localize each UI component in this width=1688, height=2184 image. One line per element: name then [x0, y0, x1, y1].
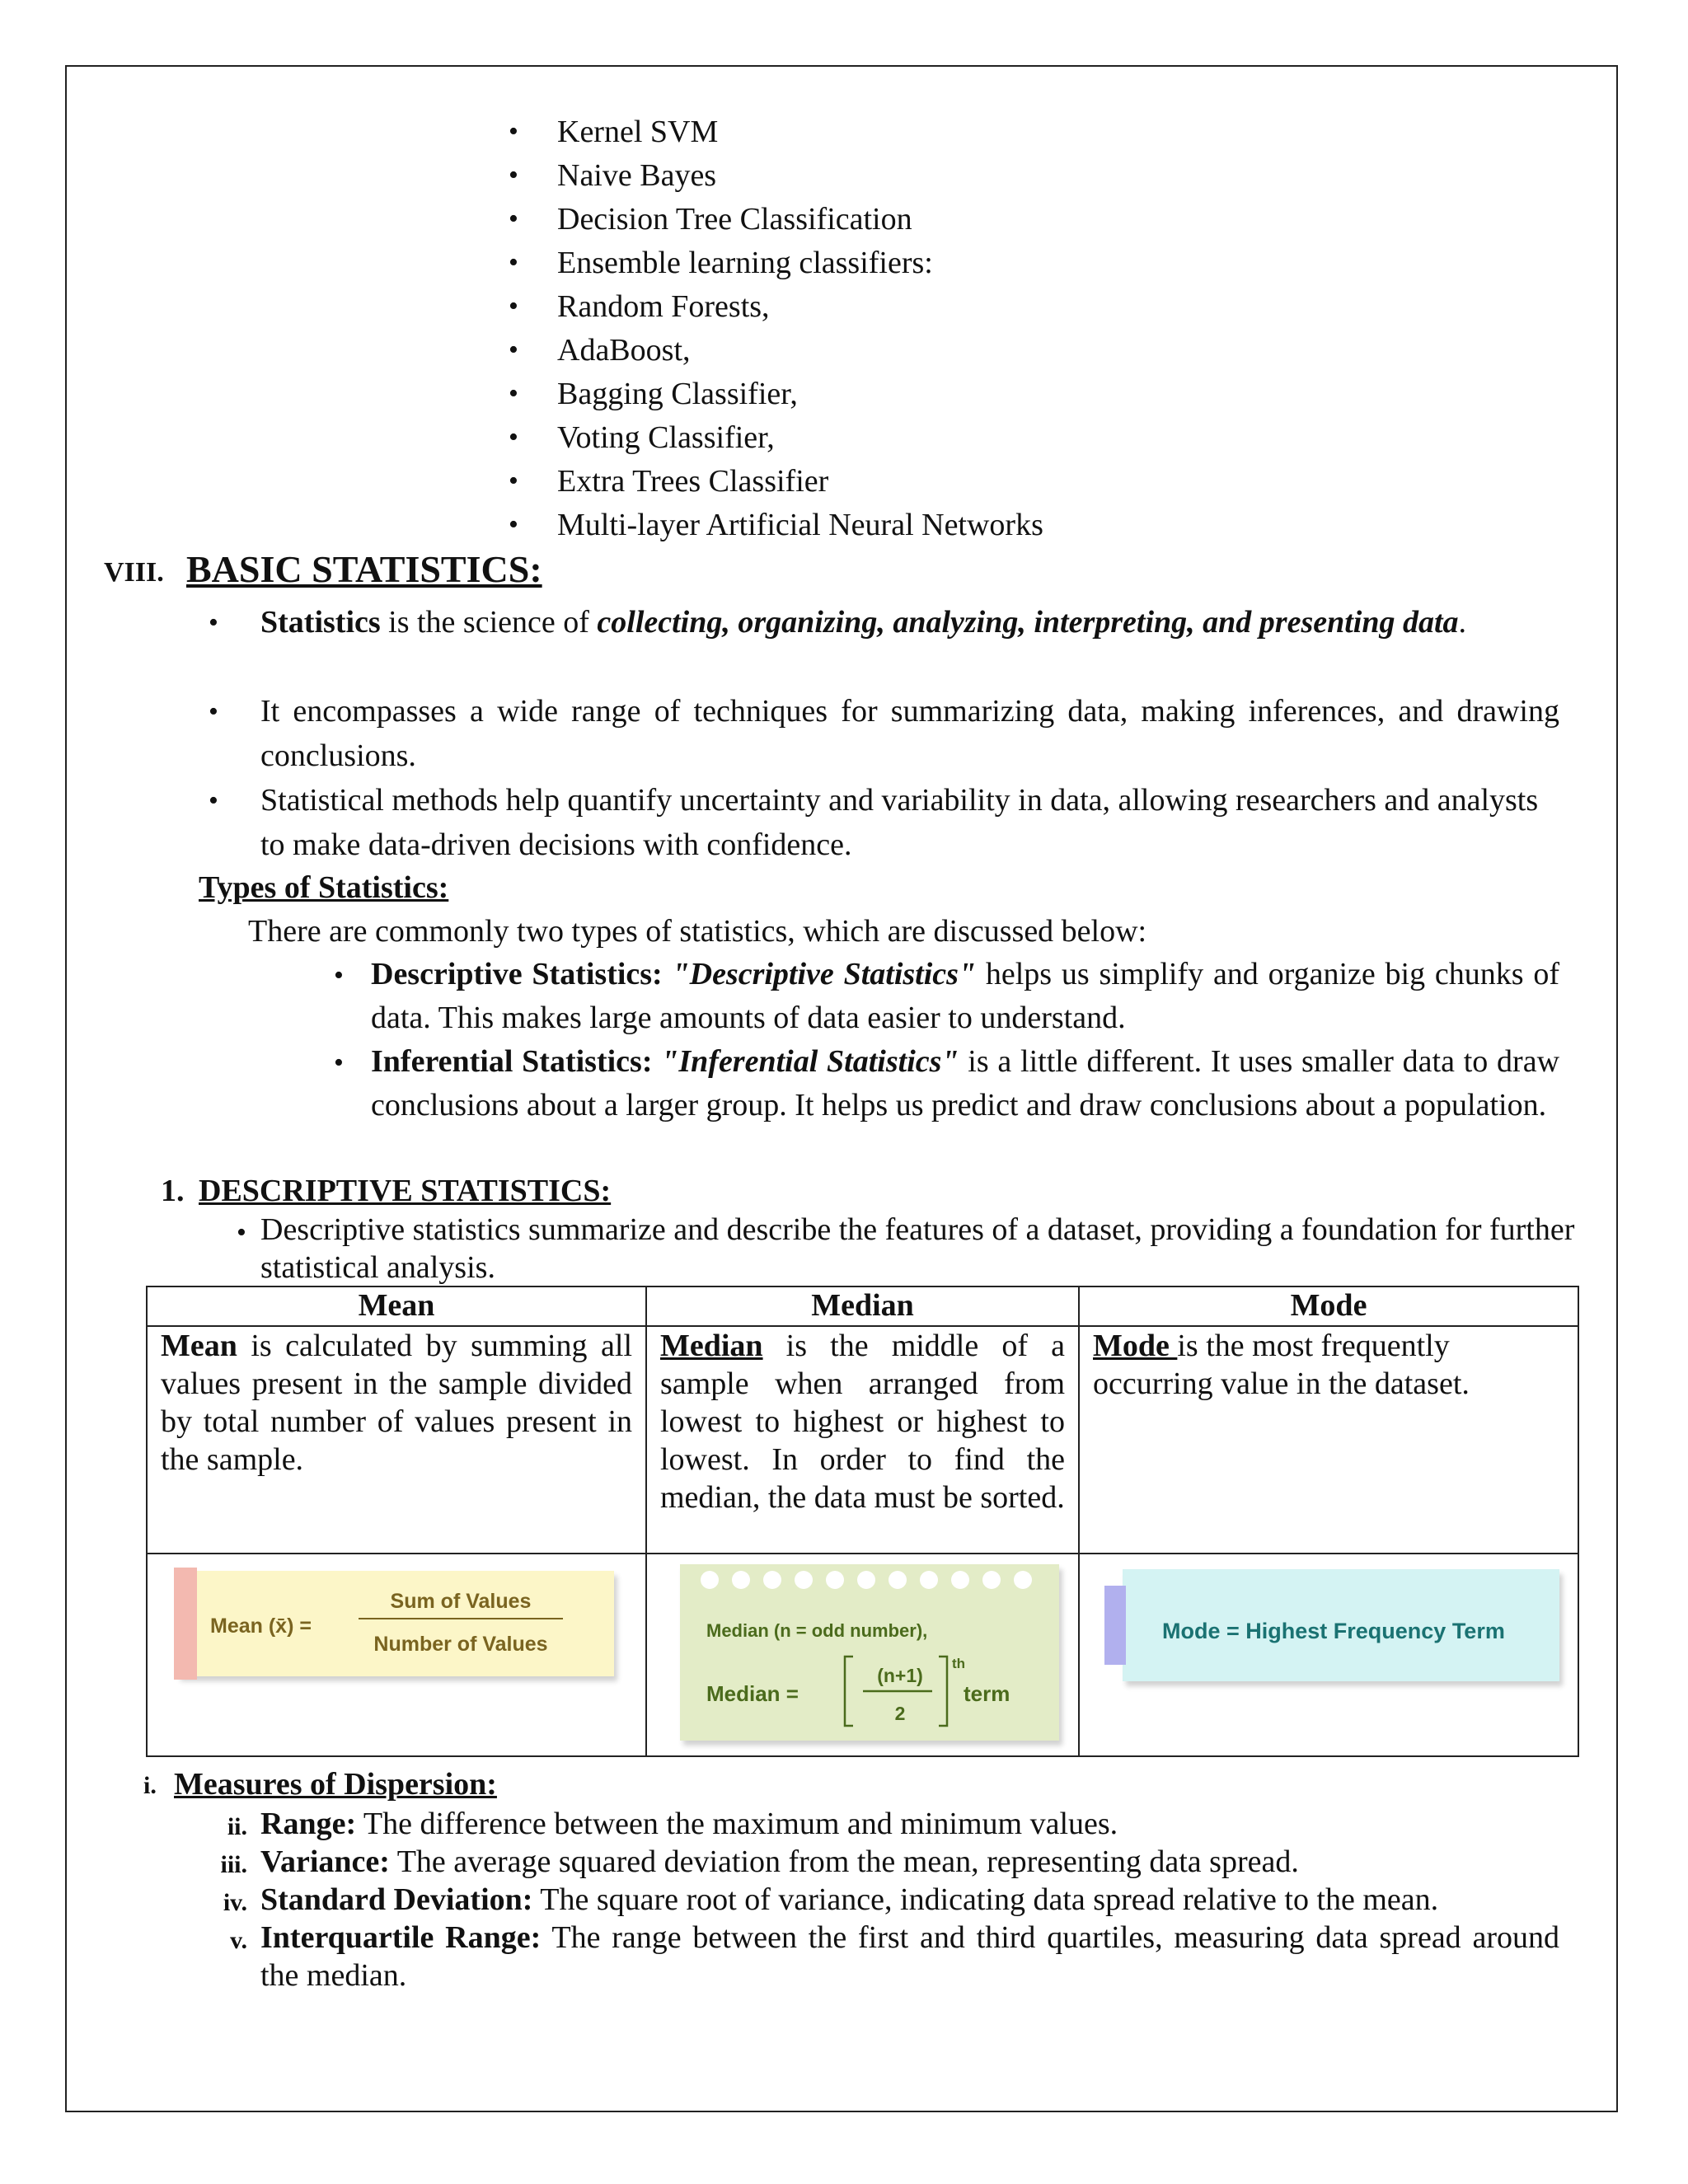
dispersion-iqr [260, 1919, 1559, 1994]
std-label: Standard Deviation: [260, 1882, 533, 1917]
bullet-dot: • [509, 247, 518, 278]
iqr-label: Interquartile Range: [260, 1920, 542, 1955]
subsection-heading: DESCRIPTIVE STATISTICS: [199, 1174, 612, 1208]
median-numerator: (n+1) [877, 1665, 923, 1686]
bullet-dot: • [334, 960, 344, 991]
inferential-text: is a little different. It uses smaller data to draw conclusions about a larger group. It helps us predict and draw conclusions about a population. [371, 1044, 1560, 1122]
subsection-number: 1. [161, 1174, 185, 1208]
list-item: Voting Classifier, [557, 420, 775, 455]
descriptive-type [371, 953, 1559, 1040]
tape-decoration [1104, 1586, 1126, 1665]
notepad-holes-icon [693, 1569, 1048, 1591]
median-rhs: term [964, 1681, 1010, 1706]
range-text: The difference between the maximum and minimum values. [356, 1807, 1118, 1841]
range-label: Range: [260, 1807, 357, 1841]
item-number: iv. [223, 1889, 247, 1916]
descriptive-label: Descriptive Statistics: [371, 957, 663, 991]
bullet-dot: • [509, 160, 518, 190]
bullet-dot: • [509, 335, 518, 365]
types-lead: There are commonly two types of statistics, which are discussed below: [248, 914, 1147, 949]
mode-formula-cell [1079, 1554, 1578, 1756]
list-item: AdaBoost, [557, 333, 691, 368]
list-item: Decision Tree Classification [557, 202, 912, 237]
mean-numerator: Sum of Values [390, 1590, 532, 1613]
variance-text: The average squared deviation from the mean, representing data spread. [389, 1844, 1299, 1879]
bullet-dot: • [209, 785, 218, 816]
descriptive-text: helps us simplify and organize big chunks of data. This makes large amounts of data easier to understand. [371, 957, 1560, 1035]
intro-text: is the science of [380, 605, 598, 640]
emphasis-text: collecting, organizing, analyzing, interpreting, and presenting data [597, 605, 1459, 640]
item-number: ii. [227, 1813, 247, 1840]
section-number: VIII. [104, 557, 164, 588]
descriptive-bullet: Descriptive statistics summarize and describe the features of a dataset, providing a foundation for further statistical analysis. [260, 1212, 1575, 1285]
median-formula-line1: Median (n = odd number), [706, 1620, 928, 1641]
list-item: Bagging Classifier, [557, 377, 798, 411]
header-median: Median [646, 1286, 1079, 1326]
statistics-table [146, 1286, 1579, 1757]
table-header-row [147, 1286, 1578, 1326]
section-title: BASIC STATISTICS: [186, 548, 542, 590]
bullet-dot: • [509, 116, 518, 147]
list-item: Naive Bayes [557, 158, 717, 193]
mode-formula-text: Mode = Highest Frequency Term [1162, 1619, 1505, 1643]
bullet-dot: • [209, 607, 218, 638]
list-item: Multi-layer Artificial Neural Networks [557, 508, 1043, 542]
item-number: v. [230, 1927, 247, 1954]
bullet-dot: • [509, 291, 518, 321]
bullet-dot: • [509, 509, 518, 540]
bullet-dot: • [237, 1217, 246, 1248]
intro-period: . [1458, 605, 1467, 640]
dispersion-variance [260, 1843, 1559, 1881]
list-item: Random Forests, [557, 289, 770, 324]
item-number: iii. [220, 1851, 247, 1878]
mean-formula-cell [147, 1554, 646, 1756]
list-item: Kernel SVM [557, 115, 719, 149]
mean-formula-lhs: Mean (x̄) = [210, 1615, 312, 1638]
median-formula-cell [646, 1554, 1079, 1756]
bullet-dot: • [509, 466, 518, 496]
median-formula-lhs: Median = [706, 1681, 799, 1706]
mean-formula-card [177, 1571, 614, 1676]
mode-text: is the most frequently occurring value in the dataset. [1093, 1329, 1470, 1401]
header-mean: Mean [147, 1286, 646, 1326]
types-heading: Types of Statistics: [199, 870, 449, 905]
dispersion-range [260, 1805, 1559, 1843]
mean-definition [147, 1326, 646, 1554]
mean-denominator: Number of Values [373, 1633, 548, 1656]
intro-definition [260, 600, 1559, 644]
dispersion-heading: Measures of Dispersion: [174, 1767, 497, 1802]
std-text: The square root of variance, indicating data spread relative to the mean. [532, 1882, 1439, 1917]
median-term: Median [660, 1329, 763, 1363]
bullet-dot: • [209, 696, 218, 727]
median-sup: th [952, 1656, 966, 1671]
mode-definition [1079, 1326, 1578, 1554]
fraction-bar [359, 1618, 563, 1619]
mean-text: is calculated by summing all values present in the sample divided by total number of values present in the sample. [161, 1329, 632, 1477]
median-formula-card [680, 1564, 1059, 1741]
dispersion-std [260, 1881, 1579, 1919]
inferential-label: Inferential Statistics: [371, 1044, 653, 1079]
table-row [147, 1554, 1578, 1756]
list-item: Extra Trees Classifier [557, 464, 829, 499]
inferential-type [371, 1040, 1559, 1127]
variance-label: Variance: [260, 1844, 390, 1879]
dispersion-number: i. [143, 1772, 157, 1799]
iqr-text: The range between the first and third quartiles, measuring data spread around the median. [260, 1920, 1559, 1993]
inferential-quote: "Inferential Statistics" [661, 1044, 959, 1079]
term-statistics: Statistics [260, 605, 381, 640]
intro-bullet-2: It encompasses a wide range of techniques for summarizing data, making inferences, and drawing conclusions. [260, 694, 1559, 773]
tape-decoration [174, 1568, 197, 1680]
bullet-dot: • [334, 1047, 344, 1078]
descriptive-quote: "Descriptive Statistics" [672, 957, 977, 991]
median-denominator: 2 [894, 1703, 906, 1724]
bullet-dot: • [509, 204, 518, 234]
mode-term: Mode [1093, 1329, 1178, 1363]
header-mode: Mode [1079, 1286, 1578, 1326]
bullet-dot: • [509, 378, 518, 409]
median-definition [646, 1326, 1079, 1554]
mode-formula-card [1123, 1569, 1559, 1681]
mean-term: Mean [161, 1329, 237, 1363]
table-row [147, 1326, 1578, 1554]
bullet-dot: • [509, 422, 518, 452]
list-item: Ensemble learning classifiers: [557, 246, 933, 280]
median-text: is the middle of a sample when arranged from lowest to highest or highest to lowest. In order to find the median, the data must be sorted. [660, 1329, 1065, 1515]
intro-bullet-3: Statistical methods help quantify uncertainty and variability in data, allowing researchers and analysts to make data-driven decisions with confidence. [260, 783, 1539, 862]
